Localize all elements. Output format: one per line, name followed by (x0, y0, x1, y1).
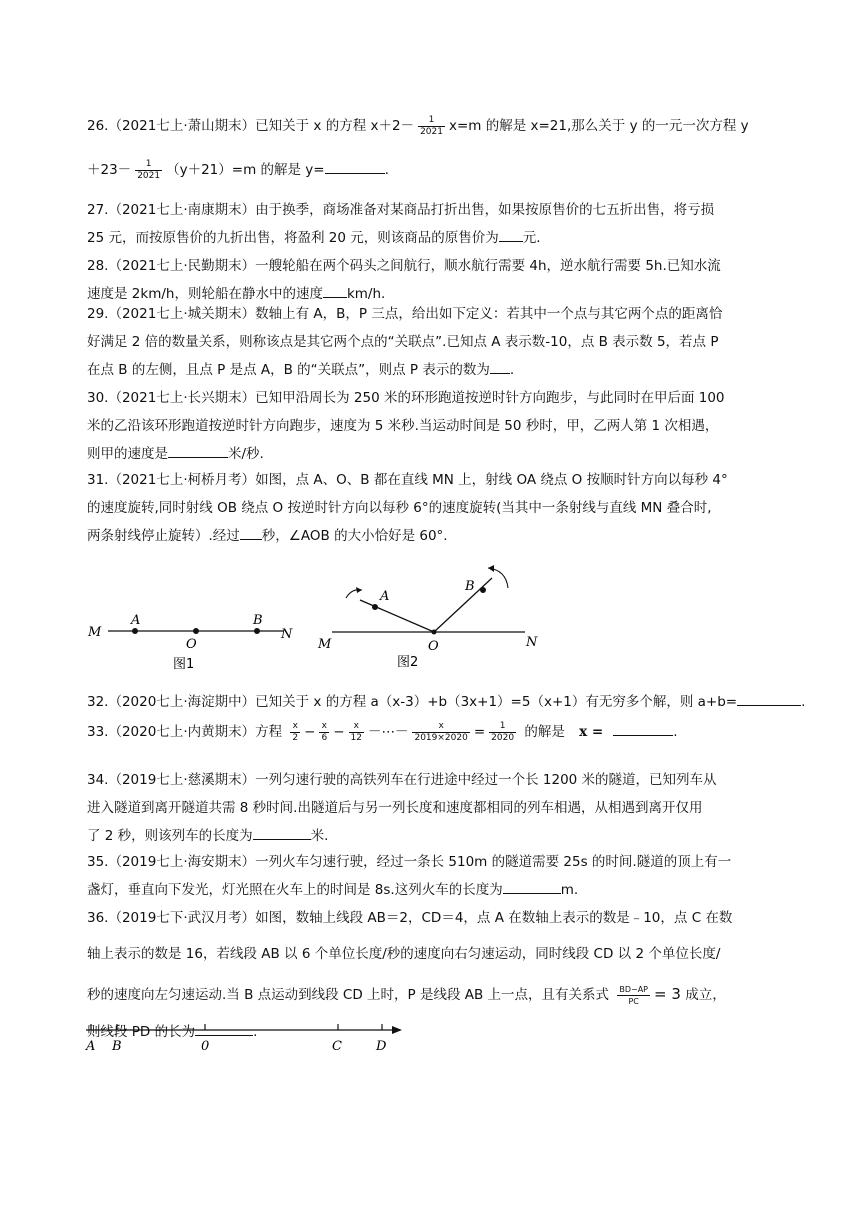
q27-unit: 元. (522, 230, 541, 246)
q36-line-3-end: 成立， (685, 987, 726, 1003)
answer-blank[interactable] (613, 721, 673, 736)
question-34 (87, 766, 772, 850)
q34-unit: 米. (310, 828, 329, 844)
question-30 (87, 384, 772, 468)
figure-2 (310, 550, 560, 675)
q30-line-1: 30.（2021七上·长兴期末）已知甲沿周长为 250 米的环形跑道按逆时针方向跑步，与此同时在甲后面 100 (87, 390, 725, 406)
number-line-arrow (392, 1026, 402, 1034)
q26-period: . (384, 162, 389, 178)
arrow-head (356, 587, 362, 593)
q27-line-1: 27.（2021七上·南康期末）由于换季，商场准备对某商品打折出售，如果按原售价的七五折出售，将亏损 (87, 202, 715, 218)
q36-line-4: 则线段 PD 的长为 (87, 1024, 196, 1040)
q29-line-1: 29.（2021七上·城关期末）数轴上有 A，B，P 三点，给出如下定义：若其中一个点与其它两个点的距离恰 (87, 306, 723, 322)
point-o (432, 630, 437, 635)
answer-blank[interactable] (499, 227, 523, 242)
q35-unit: m. (560, 882, 579, 898)
q36-period: . (253, 1024, 258, 1040)
q30-unit: 米/秒. (228, 446, 264, 462)
point-b (254, 628, 260, 634)
q28-unit: km/h. (346, 286, 386, 302)
q29-line-3: 在点 B 的左侧，且点 P 是点 A，B 的“关联点”，则点 P 表示的数为 (87, 362, 490, 378)
q30-line-2: 米的乙沿该环形跑道按逆时针方向跑步，速度为 5 米秒.当运动时间是 50 秒时，甲，乙两人第 1 次相遇， (87, 418, 719, 434)
ray-ob (434, 578, 492, 632)
q33-period: . (673, 724, 678, 740)
q31-line-3-end: 秒，∠AOB 的大小恰好是 60°. (261, 528, 448, 544)
question-35 (87, 848, 772, 904)
label-b: B (112, 1039, 122, 1054)
q36-fraction: $\frac{BD-AP}{PC}$ (619, 984, 649, 1006)
q26-fraction-1: $\frac{1}{2021}$ (420, 114, 443, 137)
q33-fraction-5: $\frac{1}{2020}$ (491, 720, 515, 743)
q26-text-2: x=m 的解是 x=21,那么关于 y 的一元一次方程 y (448, 118, 749, 134)
q35-line-2: 盏灯，垂直向下发光，灯光照在火车上的时间是 8s.这列火车的长度为 (87, 882, 503, 898)
question-27 (87, 196, 772, 252)
figure-1-caption: 图1 (173, 657, 195, 672)
q33-fraction-4: $\frac{x}{2019\times 2020}$ (414, 720, 468, 743)
label-m: M (318, 637, 332, 652)
answer-blank[interactable] (737, 691, 801, 706)
q36-line-1: 36.（2019七下·武汉月考）如图，数轴上线段 AB＝2，CD＝4，点 A 在数轴上表示的数是﹣10，点 C 在数 (87, 910, 733, 926)
question-33: 33.（2020七上·内黄期末）方程 $\frac{x}{2}$ − $\frac{x}{6}$ − $\frac{x}{12}$ －⋯－ $\frac{x}{2019\times 2020}$ = $\frac{1}{2020}$ 的解是 x = . (87, 720, 678, 743)
label-n: N (526, 635, 538, 650)
q33-ellipsis: －⋯－ (367, 724, 409, 740)
q33-text-1: 33.（2020七上·内黄期末）方程 (87, 724, 283, 740)
q28-line-2: 速度是 2km/h，则轮船在静水中的速度 (87, 286, 323, 302)
answer-blank[interactable] (323, 283, 347, 298)
q31-line-1: 31.（2021七上·柯桥月考）如图，点 A、O、B 都在直线 MN 上，射线 OA 绕点 O 按顺时针方向以每秒 4° (87, 472, 728, 488)
ray-oa (360, 600, 434, 632)
q26-fraction-2: $\frac{1}{2021}$ (137, 158, 161, 181)
point-b (480, 587, 486, 593)
question-26 (87, 112, 772, 184)
q29-line-2: 好满足 2 倍的数量关系，则称该点是其它两个点的“关联点”.已知点 A 表示数-10，点 B 表示数 5，若点 P (87, 334, 719, 350)
q33-fraction-3: $\frac{x}{12}$ (350, 720, 362, 743)
label-a: A (86, 1039, 96, 1054)
arrow-head (488, 565, 494, 572)
point-a (372, 604, 378, 610)
q31-line-2: 的速度旋转,同时射线 OB 绕点 O 按逆时针方向以每秒 6°的速度旋转(当其中一条射线与直线 MN 叠合时, (87, 500, 712, 516)
figure-1 (80, 600, 300, 680)
answer-blank[interactable] (253, 825, 311, 840)
q33-equals: = (473, 724, 486, 740)
q26-text-3: ＋23－ (87, 162, 132, 178)
question-32 (87, 688, 806, 716)
q27-line-2: 25 元，而按原售价的九折出售，将盈利 20 元，则该商品的原售价为 (87, 230, 499, 246)
q32-line-1: 32.（2020七上·海淀期中）已知关于 x 的方程 a（x-3）+b（3x+1）=5（x+1）有无穷多个解，则 a+b= (87, 694, 738, 710)
q34-line-2: 进入隧道到离开隧道共需 8 秒时间.出隧道后与另一列长度和速度都相同的列车相遇，从相遇到离开仅用 (87, 800, 703, 816)
answer-blank[interactable] (490, 359, 510, 374)
number-line-figure (82, 1020, 412, 1060)
q36-equals-3: = 3 (654, 985, 681, 1003)
label-c: C (332, 1039, 342, 1054)
q33-fraction-1: $\frac{x}{2}$ (292, 720, 299, 743)
label-d: D (376, 1039, 387, 1054)
q33-fraction-2: $\frac{x}{6}$ (321, 720, 328, 743)
answer-blank[interactable] (240, 525, 262, 540)
label-o: O (428, 639, 439, 654)
label-b: B (253, 613, 263, 628)
label-b: B (465, 579, 475, 594)
label-a: A (380, 589, 390, 604)
q36-line-2: 轴上表示的数是 16，若线段 AB 以 6 个单位长度/秒的速度向右匀速运动，同时线段 CD 以 2 个单位长度/ (87, 946, 721, 962)
q34-line-1: 34.（2019七上·慈溪期末）一列匀速行驶的高铁列车在行进途中经过一个长 1200 米的隧道，已知列车从 (87, 772, 717, 788)
q30-line-3: 则甲的速度是 (87, 446, 168, 462)
rotation-arrow-b (488, 568, 508, 588)
point-a (132, 628, 138, 634)
q28-line-1: 28.（2021七上·民勤期末）一艘轮船在两个码头之间航行，顺水航行需要 4h，逆水航行需要 5h.已知水流 (87, 258, 721, 274)
label-m: M (88, 625, 102, 640)
q34-line-3: 了 2 秒，则该列车的长度为 (87, 828, 253, 844)
q36-line-3: 秒的速度向左匀速运动.当 B 点运动到线段 CD 上时，P 是线段 AB 上一点，且有关系式 (87, 987, 610, 1003)
q33-text-2: 的解是 (524, 724, 565, 740)
q26-text-4: （y＋21）=m 的解是 y= (166, 162, 325, 178)
figure-2-caption: 图2 (397, 655, 419, 670)
q33-x-equals: x = (579, 724, 604, 740)
answer-blank[interactable] (325, 159, 385, 174)
question-29 (87, 300, 772, 384)
label-a: A (131, 613, 141, 628)
label-zero: 0 (201, 1039, 210, 1054)
answer-blank[interactable] (503, 879, 561, 894)
label-n: N (281, 627, 293, 642)
label-o: O (186, 637, 197, 652)
q32-period: . (801, 694, 806, 710)
q26-text-1: 26.（2021七上·萧山期末）已知关于 x 的方程 x＋2－ (87, 118, 415, 134)
q29-period: . (509, 362, 515, 378)
point-o (193, 628, 199, 634)
answer-blank[interactable] (168, 443, 228, 458)
q31-line-3: 两条射线停止旋转）.经过 (87, 528, 240, 544)
q35-line-1: 35.（2019七上·海安期末）一列火车匀速行驶，经过一条长 510m 的隧道需要 25s 的时间.隧道的顶上有一 (87, 854, 732, 870)
question-31 (87, 466, 772, 550)
